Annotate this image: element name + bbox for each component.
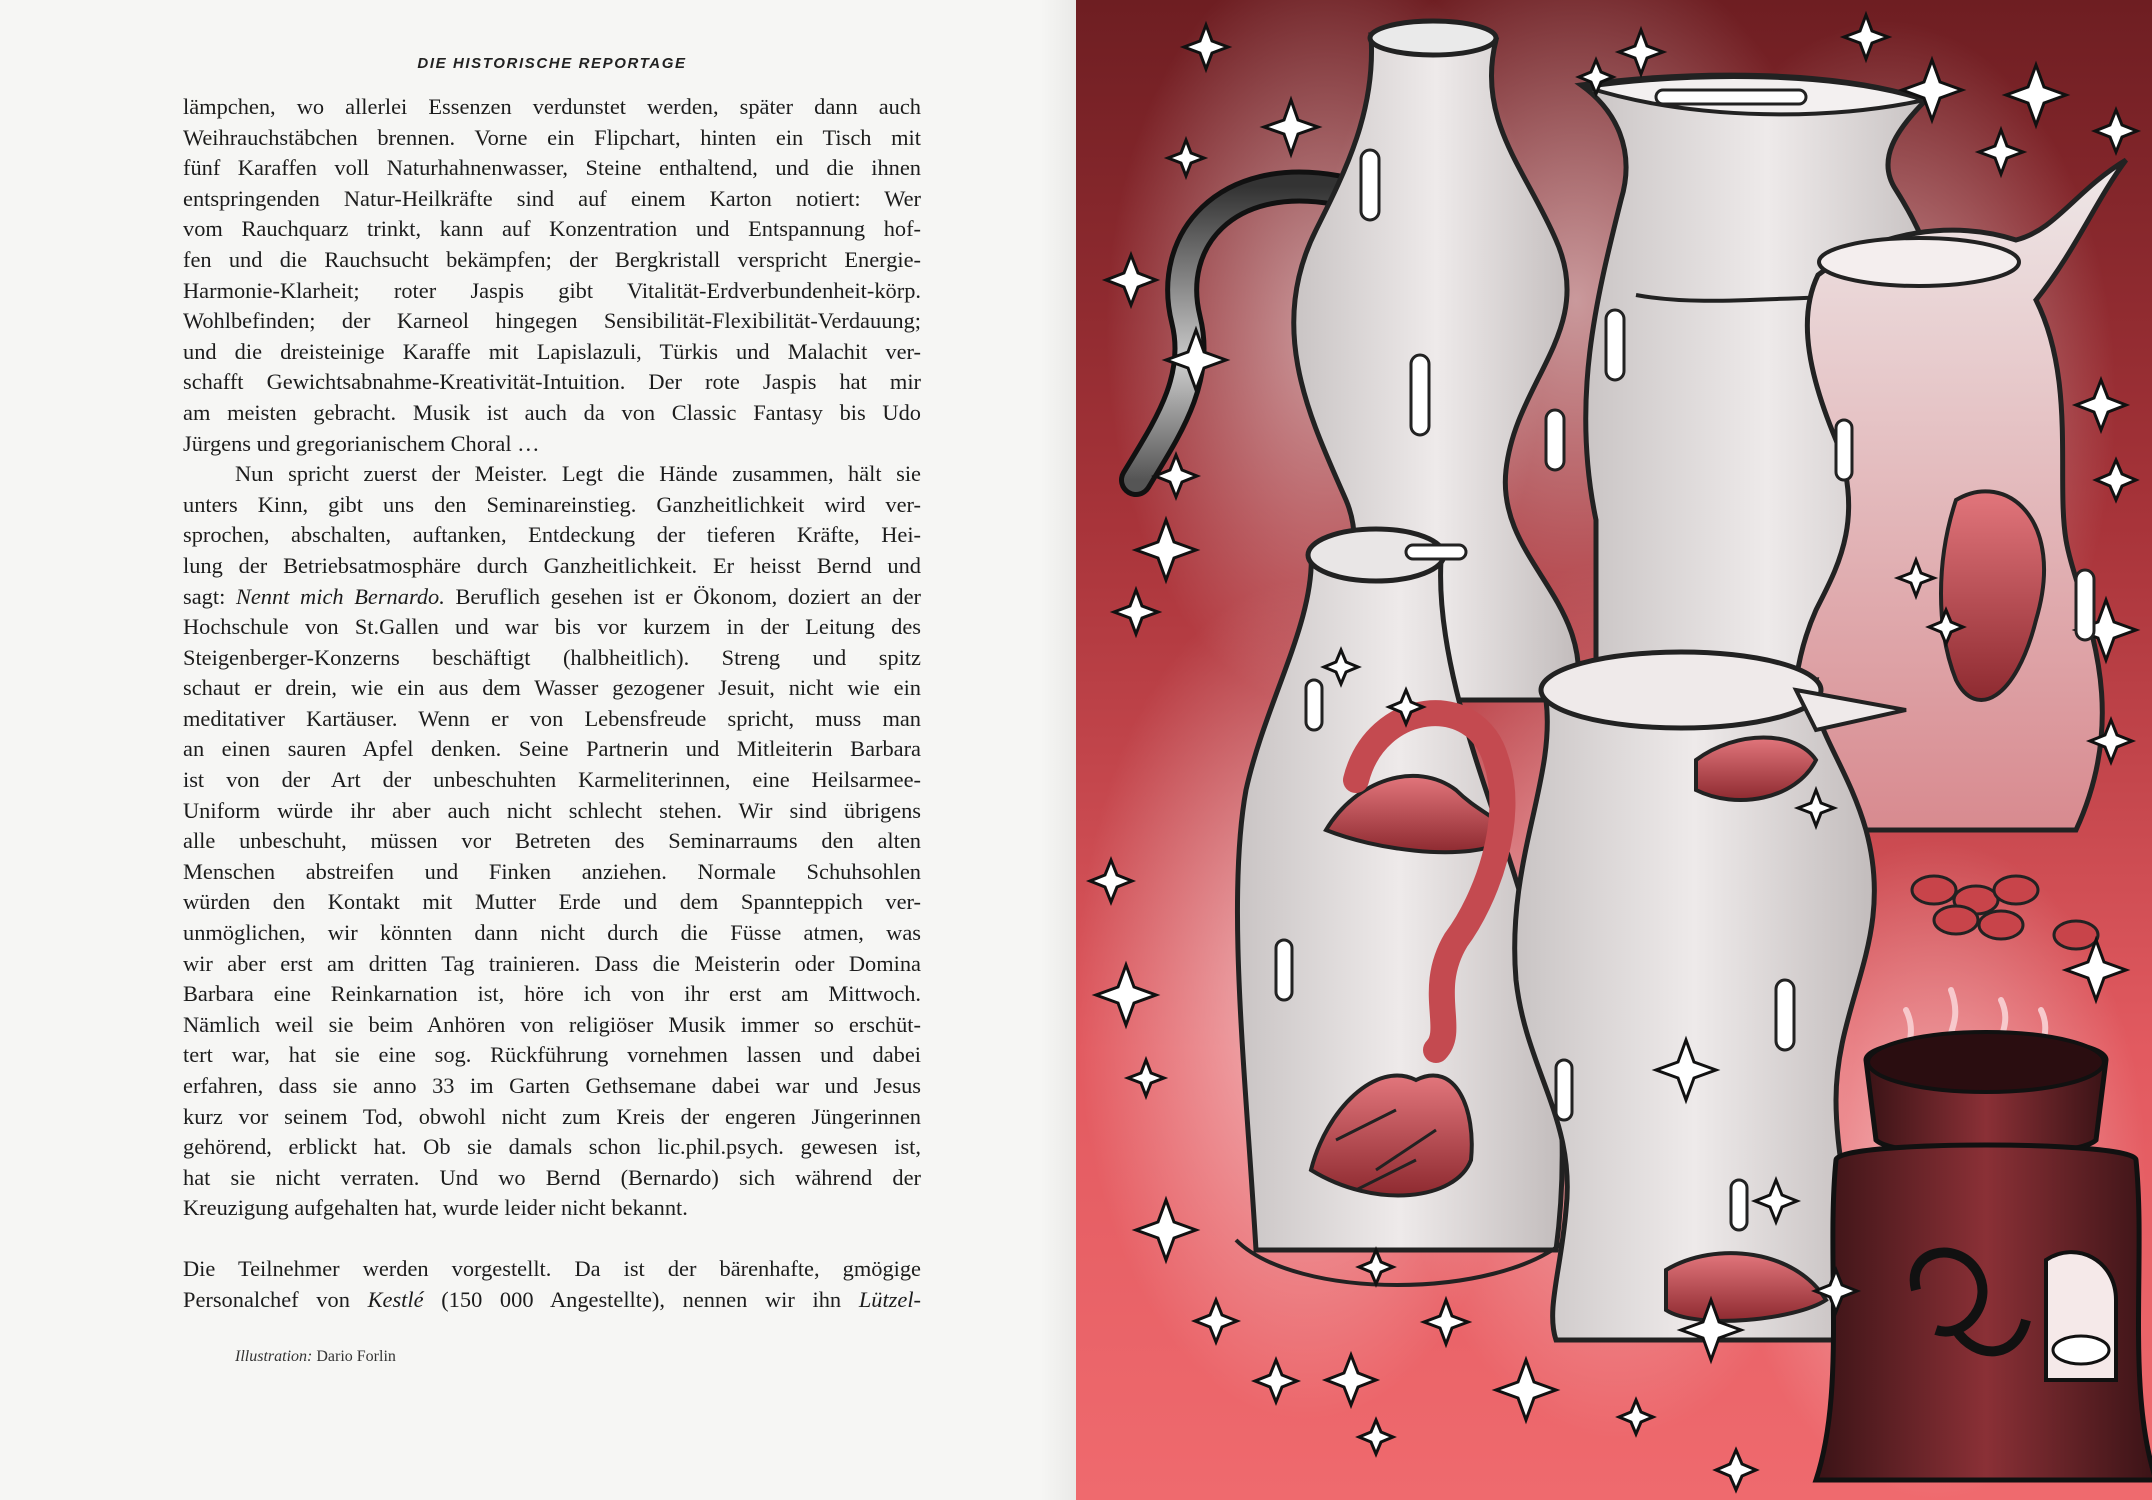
paragraph-2-line [183,582,921,613]
paragraph-2-line: Menschen abstreifen und Finken anziehen. Normale Schuhsohlen [183,858,921,884]
paragraph-2-line: an einen sauren Apfel denken. Seine Partnerin und Mitleiterin Barbara [183,736,921,762]
paragraph-2-line: alle unbeschuht, müssen vor Betreten des Seminarraums den alten [183,828,921,854]
paragraph-2-line: lung der Betriebsatmosphäre durch Ganzheitlichkeit. Er heisst Bernd und [183,552,921,578]
paragraph-1-line: fen und die Rauchsucht bekämpfen; der Bergkristall verspricht Energie- [183,246,921,272]
paragraph-2-line: Kreuzigung aufgehalten hat, wurde leider nicht bekannt. [183,1195,688,1221]
text-run: Personalchef von [183,1286,368,1312]
illustration-credit [235,1348,396,1366]
credit-name: Dario Forlin [316,1348,396,1365]
paragraph-1-line: Jürgens und gregorianischem Choral … [183,430,540,456]
right-page-illustration [1076,0,2152,1500]
paragraph-1-line: Wohlbefinden; der Karneol hingegen Sensibilität-Flexibilität-Verdauung; [183,308,921,334]
paragraph-2-line: ist von der Art der unbeschuhten Karmeliterinnen, eine Heilsarmee- [183,767,921,793]
paragraph-2-line: Uniform würde ihr aber auch nicht schlecht stehen. Wir sind übrigens [183,797,921,823]
page-gutter-shadow [1040,0,1076,1500]
paragraph-2-line: unmöglichen, wir könnten dann nicht durch die Füsse atmen, was [183,920,921,946]
paragraph-2-line: Nämlich weil sie beim Anhören von religiöser Musik immer so erschüt- [183,1011,921,1037]
running-head: DIE HISTORISCHE REPORTAGE [417,55,687,72]
text-run: (150 000 Angestellte), nennen wir ihn [423,1286,859,1312]
paragraph-2-line: schaut er drein, wie ein aus dem Wasser gezogener Jesuit, nicht wie ein [183,675,921,701]
paragraph-3-line: Die Teilnehmer werden vorgestellt. Da ist der bärenhafte, gmögige [183,1255,921,1281]
paragraph-2-line: tert war, hat sie eine sog. Rückführung vornehmen lassen und dabei [183,1042,921,1068]
paragraph-2-line: gehörend, erblickt hat. Ob sie damals schon lic.phil.psych. gewesen ist, [183,1134,921,1160]
paragraph-1-line: schafft Gewichtsabnahme-Kreativität-Intuition. Der rote Jaspis hat mir [183,369,921,395]
paragraph-2-line: meditativer Kartäuser. Wenn er von Lebensfreude spricht, muss man [183,705,921,731]
oil-burner-bowl-top [1868,1032,2104,1092]
italic-company: Kestlé [367,1286,424,1312]
paragraph-1-line: Weihrauchstäbchen brennen. Vorne ein Flipchart, hinten ein Tisch mit [183,124,921,150]
illustration-carafes [1076,0,2152,1500]
tealight-candle [2053,1336,2109,1364]
paragraph-1-line: vom Rauchquarz trinkt, kann auf Konzentration und Entspannung hof- [183,216,921,242]
paragraph-2-line: Barbara eine Reinkarnation ist, höre ich von ihr erst am Mittwoch. [183,981,921,1007]
credit-label: Illustration: [235,1348,313,1365]
text-run: Beruflich gesehen ist er Ökonom, doziert an der [444,583,922,609]
paragraph-2-line: hat sie nicht verraten. Und wo Bernd (Bernardo) sich während der [183,1164,921,1190]
paragraph-2-line: kurz vor seinem Tod, obwohl nicht zum Kreis der engeren Jüngerinnen [183,1103,921,1129]
paragraph-2-line: Nun spricht zuerst der Meister. Legt die Hände zusammen, hält sie [235,461,921,487]
paragraph-2-line: erfahren, dass sie anno 33 im Garten Gethsemane dabei war und Jesus [183,1073,921,1098]
paragraph-1-line: fünf Karaffen voll Naturhahnenwasser, Steine enthaltend, und die ihnen [183,155,921,181]
text-run: sagt: [183,583,236,609]
paragraph-1-line: am meisten gebracht. Musik ist auch da von Classic Fantasy bis Udo [183,399,921,425]
italic-quote: Nennt mich Bernardo. [235,583,445,609]
paragraph-2-line: wir aber erst am dritten Tag trainieren. Dass die Meisterin oder Domina [183,950,921,976]
paragraph-1-line: und die dreisteinige Karaffe mit Lapislazuli, Türkis und Malachit ver- [183,338,921,364]
italic-name: Lützel- [858,1286,922,1312]
carafe-center-rim [1541,652,1821,728]
paragraph-2-line: Steigenberger-Konzerns beschäftigt (halbheitlich). Streng und spitz [183,644,921,670]
paragraph-2-line: sprochen, abschalten, auftanken, Entdeckung der tieferen Kräfte, Hei- [183,522,921,548]
paragraph-2-line: Hochschule von St.Gallen und war bis vor kurzem in der Leitung des [183,614,921,640]
paragraph-2-line: würden den Kontakt mit Mutter Erde und dem Spannteppich ver- [183,889,921,915]
paragraph-2-line: unters Kinn, gibt uns den Seminareinstieg. Ganzheitlichkeit wird ver- [183,491,921,517]
carafe-tall-rim [1370,21,1496,55]
pitcher-spout-rim [1819,238,2019,286]
paragraph-1-line: Harmonie-Klarheit; roter Jaspis gibt Vitalität-Erdverbundenheit-körp. [183,277,921,303]
paragraph-1-line: lämpchen, wo allerlei Essenzen verdunstet werden, später dann auch [183,94,921,119]
article-body [183,92,921,1315]
paragraph-3-line [183,1285,921,1316]
paragraph-1-line: entspringenden Natur-Heilkräfte sind auf einem Karton notiert: Wer [183,185,921,211]
